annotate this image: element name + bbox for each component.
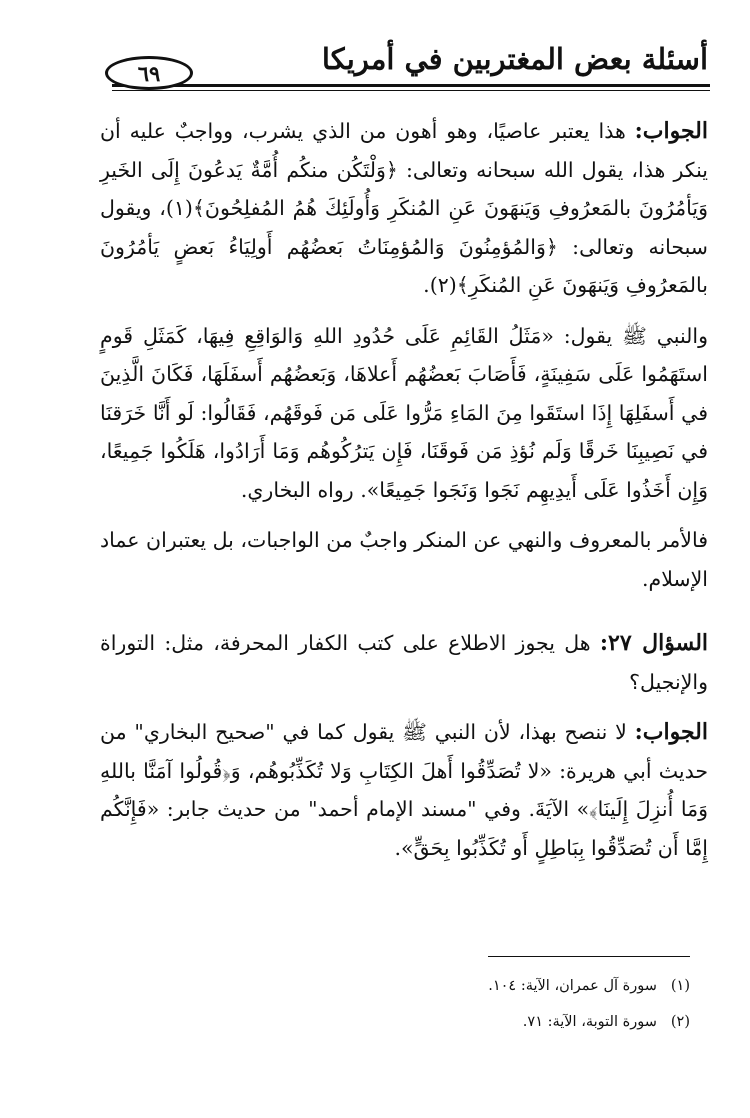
footnote-number: (٢) [670,1014,690,1030]
answer-label: الجواب: [634,118,708,144]
footnote-text: سورة التوبة، الآية: ٧١. [522,1014,657,1030]
paragraph-text: والنبي ﷺ يقول: «مَثَلُ القَائِمِ عَلَى حُدُودِ اللهِ وَالوَاقِعِ فِيهَا، كَمَثَلِ قَومٍ استَهَمُوا عَلَى سَفِينَةٍ، فَأَصَابَ بَعضُهُم أَعلاهَا، وَبَعضُهُم أَسفَلَهَا، فَكَانَ الَّذِينَ في أَسفَلِهَا إِذَا استَقَوا مِنَ المَاءِ مَرُّوا عَلَى مَن فَوقَهُم، فَقَالُوا: لَو أَنَّا خَرَقنَا في نَصِيبِنَا خَرقًا وَلَم نُؤذِ مَن فَوقَنَا، فَإِن يَترُكُوهُم وَمَا أَرَادُوا، هَلَكُوا جَمِيعًا، وَإِن أَخَذُوا عَلَى أَيدِيهِم نَجَوا وَنَجَوا جَمِيعًا». رواه البخاري. [100,323,708,502]
paragraph-hadith [100,317,708,510]
header-rule [112,84,710,87]
footnote-2 [290,1004,690,1040]
question-text: هل يجوز الاطلاع على كتب الكفار المحرفة، مثل: التوراة والإنجيل؟ [100,631,708,694]
footnote-rule [488,956,690,957]
answer-27 [100,713,708,867]
page-number-badge [105,56,193,90]
footnote-text: سورة آل عمران، الآية: ١٠٤. [488,978,657,994]
answer-text: لا ننصح بهذا، لأن النبي ﷺ يقول كما في "صحيح البخاري" من حديث أبي هريرة: «لا تُصَدِّقُوا أَهلَ الكِتَابِ وَلا تُكَذِّبُوهُم، وَ﴿قُولُوا آمَنَّا باللهِ وَمَا أُنزِلَ إِلَينَا﴾» الآيَةَ. وفي "مسند الإمام أحمد" من حديث جابر: «فَإِنَّكُم إِمَّا أَن تُصَدِّقُوا بِبَاطِلٍ أَو تُكَذِّبُوا بِحَقٍّ». [100,720,708,860]
spacer [100,610,708,624]
footnotes [290,968,690,1040]
header-rule-thin [112,90,710,91]
footnote-number: (١) [670,978,690,994]
answer-label: الجواب: [634,719,708,745]
body-text [100,112,708,879]
paragraph-conclusion [100,521,708,598]
paragraph-answer-1 [100,112,708,305]
question-27 [100,624,708,701]
page-number: ٦٩ [137,60,161,86]
question-label: السؤال ٢٧: [599,630,709,656]
paragraph-text: هذا يعتبر عاصيًا، وهو أهون من الذي يشرب، وواجبٌ عليه أن ينكر هذا، يقول الله سبحانه وتعالى: ﴿وَلْتَكُن منكُم أُمَّةٌ يَدعُونَ إِلَى الخَيرِ وَيَأمُرُونَ بالمَعرُوفِ وَيَنهَونَ عَنِ المُنكَرِ وَأُولَئِكَ هُمُ المُفلِحُونَ﴾(١)، ويقول سبحانه وتعالى: ﴿وَالمُؤمِنُونَ وَالمُؤمِنَاتُ بَعضُهُم أَولِيَاءُ بَعضٍ يَأمُرُونَ بالمَعرُوفِ وَيَنهَونَ عَنِ المُنكَرِ﴾(٢). [100,119,708,297]
footnote-1 [290,968,690,1004]
running-title: أسئلة بعض المغتربين في أمريكا [321,42,708,76]
paragraph-text: فالأمر بالمعروف والنهي عن المنكر واجبٌ من الواجبات، بل يعتبران عماد الإسلام. [100,528,708,591]
